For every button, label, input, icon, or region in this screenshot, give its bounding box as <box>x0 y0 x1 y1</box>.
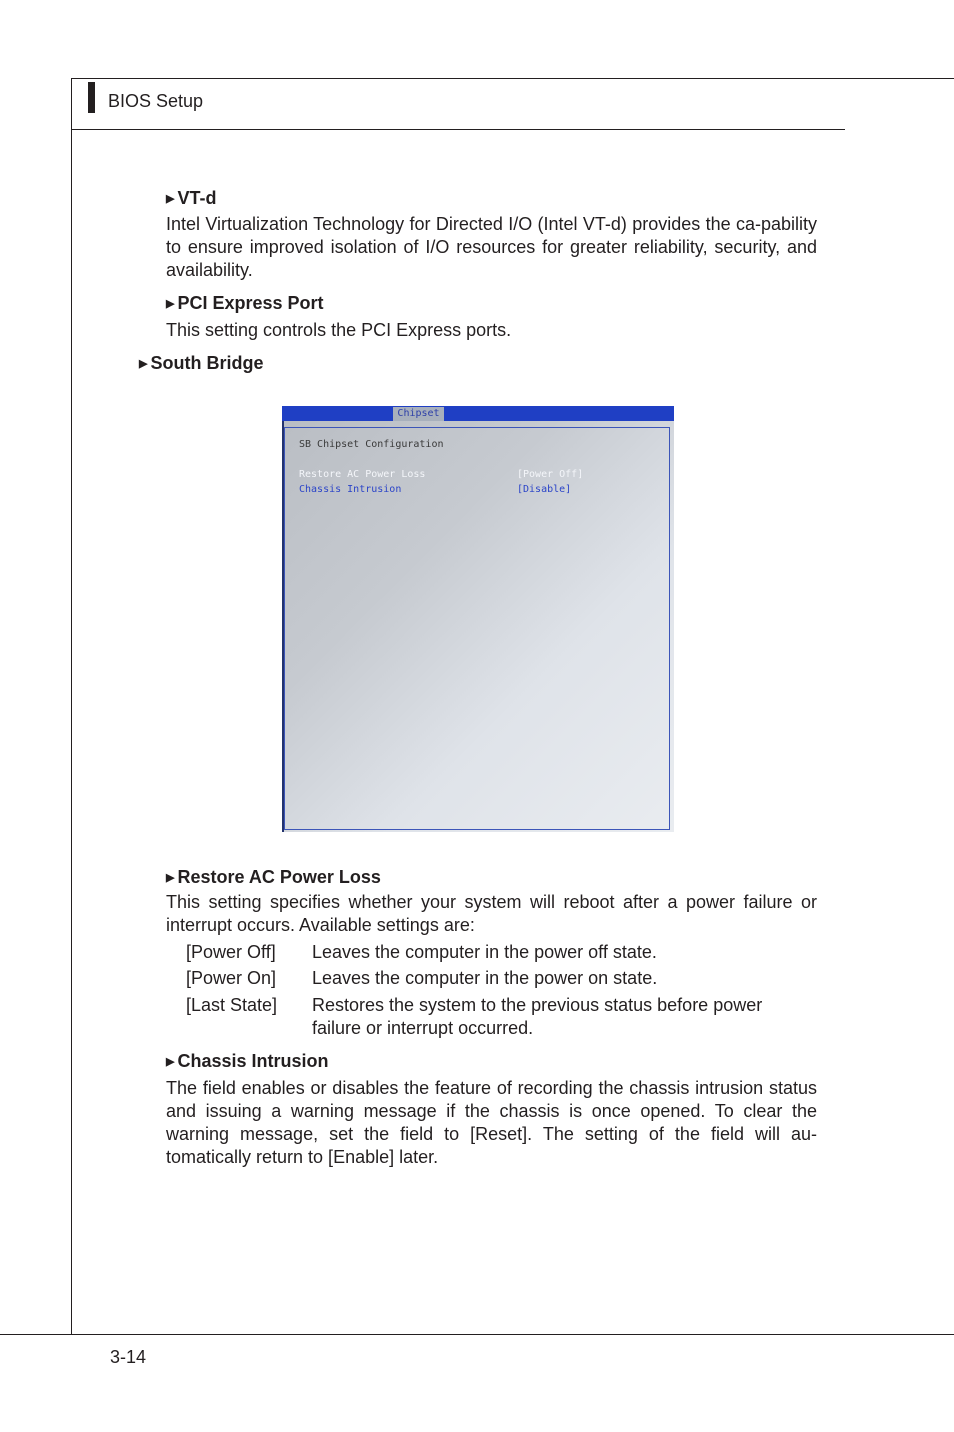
bios-menu-bar <box>282 406 674 421</box>
option-desc-power-on: Leaves the computer in the power on state. <box>312 968 658 988</box>
page-header-title: BIOS Setup <box>108 91 204 111</box>
heading-vtd-text: VT-d <box>177 188 217 208</box>
option-desc-power-off: Leaves the computer in the power off state. <box>312 942 657 962</box>
header-bottom-rule <box>71 129 845 130</box>
paragraph-restore: This setting specifies whether your system will reboot after a power failure or interrupt occurs. Available settings are: <box>166 892 817 935</box>
heading-chassis-intrusion <box>166 1050 329 1073</box>
bios-item-chassis-value: [Disable] <box>517 484 572 495</box>
paragraph-chassis: The field enables or disables the feature of recording the chassis intrusion status and issuing a warning message if the chassis is once opened. To clear the warning message, set the field to [Reset]. The setting of the field will au-tomatically return to [Enable] later. <box>166 1078 817 1167</box>
option-desc-last-state: Restores the system to the previous status before power failure or interrupt occurred. <box>312 995 763 1038</box>
bios-panel-title: SB Chipset Configuration <box>299 439 444 450</box>
paragraph-pci: This setting controls the PCI Express ports. <box>166 320 512 340</box>
bullet-triangle-icon: ▶ <box>166 872 175 884</box>
option-key-last-state: [Last State] <box>186 995 278 1015</box>
page-number: 3-14 <box>110 1347 147 1367</box>
heading-vtd <box>166 187 216 210</box>
option-key-power-off: [Power Off] <box>186 942 276 962</box>
footer-rule <box>0 1334 954 1335</box>
heading-south-bridge-text: South Bridge <box>150 353 264 373</box>
bios-item-restore-value: [Power Off] <box>517 469 584 480</box>
left-margin-rule <box>71 78 72 1335</box>
paragraph-vtd: Intel Virtualization Technology for Directed I/O (Intel VT-d) provides the ca-pability to ensure improved isolation of I/O resources for greater reliability, security, and availability. <box>166 214 817 280</box>
bullet-triangle-icon: ▶ <box>139 358 148 370</box>
header-marker <box>88 82 95 113</box>
bullet-triangle-icon: ▶ <box>166 1056 175 1068</box>
heading-pci-text: PCI Express Port <box>177 293 324 313</box>
header-top-rule <box>71 78 954 79</box>
heading-chassis-text: Chassis Intrusion <box>177 1051 329 1071</box>
bios-item-chassis-label: Chassis Intrusion <box>299 484 402 495</box>
option-key-power-on: [Power On] <box>186 968 277 988</box>
heading-south-bridge <box>139 352 263 375</box>
heading-pci-express-port <box>166 292 324 315</box>
bullet-triangle-icon: ▶ <box>166 193 175 205</box>
bios-item-restore-label: Restore AC Power Loss <box>299 469 426 480</box>
heading-restore-ac-power-loss <box>166 866 381 889</box>
bios-screenshot <box>282 406 674 832</box>
heading-restore-text: Restore AC Power Loss <box>177 867 381 887</box>
bullet-triangle-icon: ▶ <box>166 298 175 310</box>
bios-tab-chipset: Chipset <box>393 407 444 421</box>
